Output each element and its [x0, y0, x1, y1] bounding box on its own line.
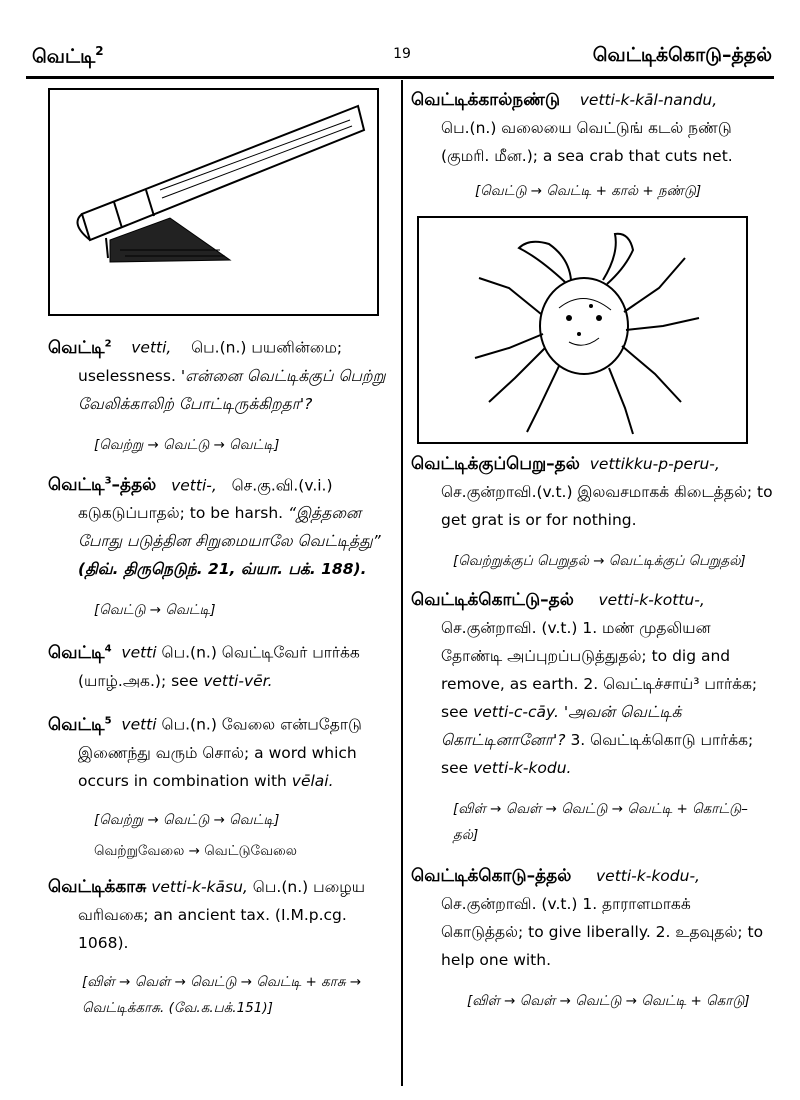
page-header: [32, 44, 772, 72]
derivation: வெற்றுவேலை → வெட்டுவேலை: [94, 842, 297, 859]
entry-vetti-3: [48, 468, 393, 584]
part-of-speech: பெ.(n.) வேலை என்பதோடு: [161, 715, 362, 734]
entry-vettikkottu: [411, 586, 773, 782]
etymology: [வெட்டு → வெட்டி + கால் + நண்டு]: [475, 183, 702, 199]
illustration-crab: [417, 216, 748, 444]
transliteration: vetti-,: [171, 476, 217, 495]
part-of-speech: பெ.(n.) பயனின்மை;: [191, 338, 343, 357]
transliteration: vetti-k-kāsu,: [151, 877, 248, 896]
etymology: [வெற்று → வெட்டு → வெட்டி]: [94, 811, 280, 828]
headword: வெட்டிக்கொடு–த்தல்: [411, 866, 572, 886]
headword: வெட்டி$^2$: [48, 337, 112, 358]
quote: 'என்னை வெட்டிக்குப் பெற்று வேலிக்காலிற் போட்டிருக்கிறதா'?: [78, 366, 386, 413]
header-rule: [26, 76, 774, 79]
meaning: கொடுத்தல்; to give liberally. 2. உதவுதல்; to help one with.: [441, 923, 764, 969]
headword: வெட்டிக்காசு: [48, 876, 147, 897]
etymology: [வெட்டு → வெட்டி]: [94, 602, 216, 619]
transliteration: vetti: [121, 715, 157, 734]
headword: வெட்டிக்கொட்டு–தல்: [411, 590, 574, 610]
part-of-speech: செ.குன்றாவி. (v.t.) 1. தாராளமாகக்: [441, 895, 691, 913]
headword: வெட்டி$^4$: [48, 642, 112, 663]
part-of-speech: பெ.(n.) பழைய: [252, 877, 366, 896]
part-of-speech: செ.குன்றாவி. (v.t.) 1. மண் முதலியன: [441, 619, 711, 637]
headword: வெட்டிக்குப்பெறு–தல்: [411, 454, 580, 474]
quote: 'அவன் வெட்டிக் கொட்டினானோ'?: [441, 703, 682, 749]
left-column: [48, 80, 393, 1021]
headword: வெட்டி$^3$–த்தல்: [48, 475, 157, 496]
crab-drawing: [419, 218, 746, 442]
column-divider: [401, 80, 403, 1086]
meaning: to get grat is or for nothing.: [441, 483, 773, 529]
part-of-speech: செ.கு.வி.(v.i.): [231, 476, 333, 495]
meaning: தோண்டி அப்புறப்படுத்துதல்; to dig and remove, as earth. 2. வெட்டிச்சாய்³ பார்க்க; see: [441, 647, 758, 721]
entry-vetti-5: [48, 707, 393, 795]
part-of-speech: செ.குன்றாவி.(v.t.) இலவசமாகக் கிடைத்தல்;: [441, 483, 753, 501]
entry-vettikkupperu: [411, 450, 773, 534]
meaning: கடுகடுப்பாதல்; to be harsh.: [78, 504, 284, 523]
cross-reference: vēlai.: [291, 771, 334, 790]
meaning: (குமரி. மீன.); a sea crab that cuts net.: [441, 147, 733, 165]
headword: வெட்டிக்கால்நண்டு: [411, 90, 561, 110]
cross-reference: vetti-k-kodu.: [473, 759, 572, 777]
source: (யாழ்.அக.); see: [78, 671, 199, 690]
part-of-speech: பெ.(n.) வலையை வெட்டுங் கடல் நண்டு: [441, 119, 732, 137]
meaning: uselessness.: [78, 366, 176, 385]
transliteration: vettikku-p-peru-,: [589, 455, 720, 473]
headword: வெட்டி$^5$: [48, 714, 112, 735]
entry-vettikkalnandu: [411, 86, 773, 170]
illustration-pen: [48, 88, 379, 316]
etymology: [வெற்றுக்குப் பெறுதல் → வெட்டிக்குப் பெறுதல்]: [453, 553, 746, 569]
right-column: [411, 80, 773, 1014]
transliteration: vetti-k-kodu-,: [596, 867, 700, 885]
transliteration: vetti,: [131, 338, 172, 357]
entry-vettikkodu: [411, 862, 773, 974]
meaning: வரிவகை; an ancient tax. (I.M.p.cg. 1068).: [78, 905, 347, 952]
transliteration: vetti: [121, 643, 157, 662]
quote: “இத்தனை போது படுத்தின சிறுமையாலே வெட்டித்து”: [78, 504, 381, 551]
entry-vetti-4: [48, 635, 393, 695]
etymology: [விள் → வெள் → வெட்டு → வெட்டி + கொடு]: [467, 993, 750, 1009]
page-number: 19: [393, 46, 411, 62]
etymology: [வெற்று → வெட்டு → வெட்டி]: [94, 436, 280, 453]
etymology: [விள் → வெள் → வெட்டு → வெட்டி + கொட்டு–தல்]: [453, 801, 748, 843]
entry-vetti-2: [48, 330, 393, 418]
transliteration: vetti-k-kāl-nandu,: [579, 91, 718, 109]
cross-reference: vetti-c-cāy.: [473, 703, 559, 721]
etymology: [விள் → வெள் → வெட்டு → வெட்டி + காசு → வெட்டிக்காசு. (வே.க.பக்.151)]: [82, 973, 362, 1016]
transliteration: vetti-k-kottu-,: [598, 591, 705, 609]
pen-drawing: [50, 90, 377, 314]
header-right-word: வெட்டிக்கொடு–த்தல்: [592, 44, 772, 66]
header-left-word: வெட்டி$^2$: [32, 44, 104, 68]
part-of-speech: பெ.(n.) வெட்டிவேர் பார்க்க: [161, 643, 360, 662]
entry-vettikkasu: [48, 873, 393, 957]
cross-reference: vetti-vēr.: [203, 671, 273, 690]
citation: (திவ். திருநெடுந். 21, வ்யா. பக். 188).: [78, 560, 367, 579]
sense-3: 3. வெட்டிக்கொடு பார்க்க; see: [441, 731, 754, 777]
meaning: இணைந்து வரும் சொல்; a word which occurs in combination with: [78, 743, 357, 790]
